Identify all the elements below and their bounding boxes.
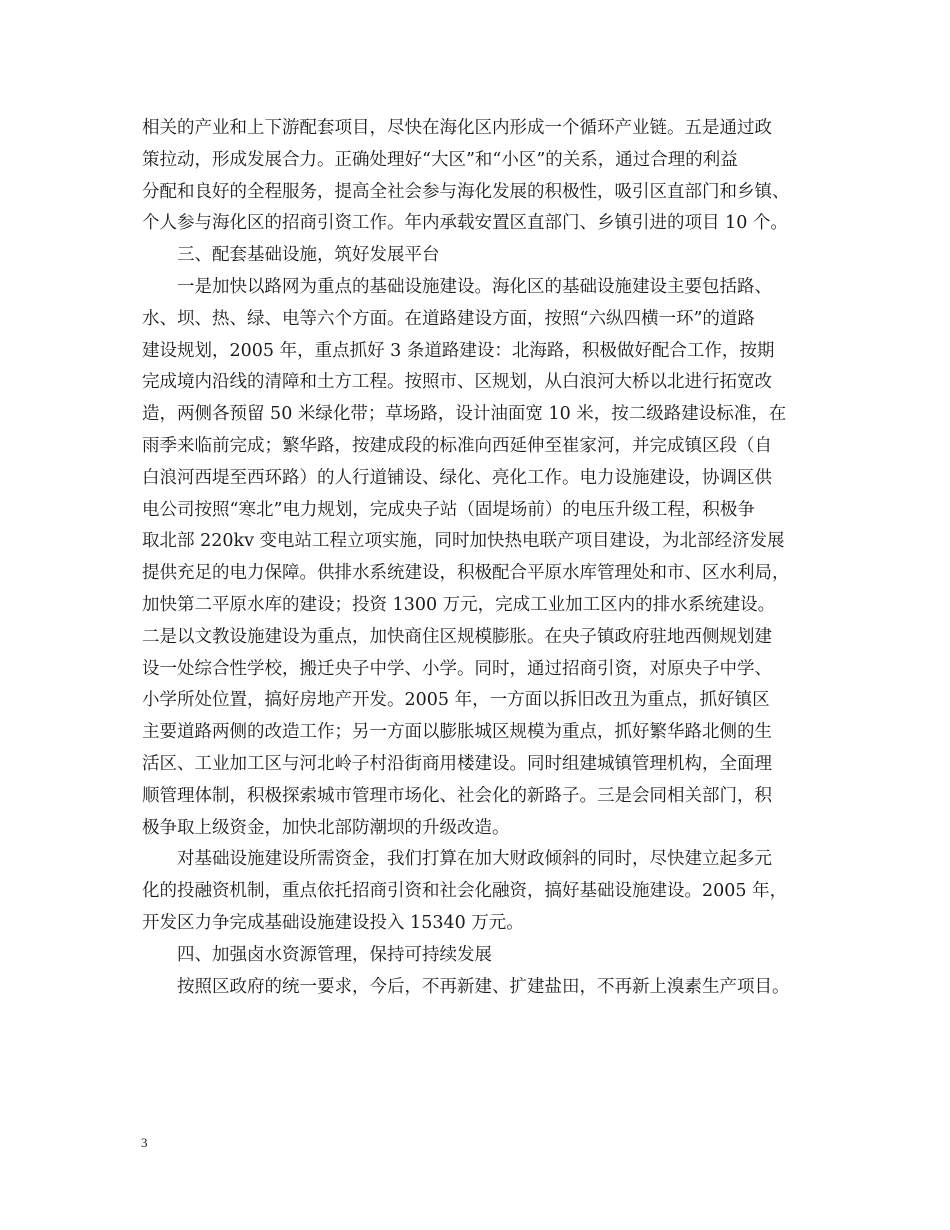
page-number: 3: [141, 1135, 148, 1150]
text-line: 开发区力争完成基础设施建设投入 15340 万元。: [142, 912, 524, 933]
text-line: 三、配套基础设施，筑好发展平台: [177, 245, 440, 266]
text-line: 化的投融资机制，重点依托招商引资和社会化融资，搞好基础设施建设。2005 年，: [142, 881, 788, 902]
text-line: 四、加强卤水资源管理，保持可持续发展: [177, 944, 492, 965]
text-line: 相关的产业和上下游配套项目，尽快在海化区内形成一个循环产业链。五是通过政: [142, 118, 772, 138]
text-line: 二是以文教设施建设为重点，加快商住区规模膨胀。在央子镇政府驻地西侧规划建: [142, 626, 772, 647]
text-line: 水、坝、热、绿、电等六个方面。在道路建设方面，按照“六纵四横一环”的道路: [142, 308, 755, 329]
text-line: 小学所处位置，搞好房地产开发。2005 年，一方面以拆旧改丑为重点，抓好镇区: [142, 690, 770, 711]
text-line: 策拉动，形成发展合力。正确处理好“大区”和“小区”的关系，通过合理的利益: [142, 149, 738, 170]
text-line: 活区、工业加工区与河北岭子村沿街商用楼建设。同时组建城镇管理机构，全面理: [142, 753, 772, 774]
text-line: 完成境内沿线的清障和土方工程。按照市、区规划，从白浪河大桥以北进行拓宽改: [142, 372, 772, 393]
text-line: 取北部 220kv 变电站工程立项实施，同时加快热电联产项目建设，为北部经济发展: [142, 531, 785, 552]
text-line: 分配和良好的全程服务，提高全社会参与海化发展的积极性，吸引区直部门和乡镇、: [142, 181, 790, 202]
text-line: 对基础设施建设所需资金，我们打算在加大财政倾斜的同时，尽快建立起多元: [177, 849, 772, 870]
text-line: 极争取上级资金，加快北部防潮坝的升级改造。: [142, 817, 510, 838]
text-line: 提供充足的电力保障。供排水系统建设，积极配合平原水库管理处和市、区水利局，: [142, 563, 790, 584]
text-line: 雨季来临前完成；繁华路，按建成段的标准向西延伸至崔家河，并完成镇区段（自: [142, 435, 772, 456]
text-line: 一是加快以路网为重点的基础设施建设。海化区的基础设施建设主要包括路、: [177, 276, 772, 297]
text-line: 设一处综合性学校，搬迁央子中学、小学。同时，通过招商引资，对原央子中学、: [142, 658, 772, 679]
text-line: 电公司按照“寒北”电力规划，完成央子站（固堤场前）的电压升级工程，积极争: [142, 499, 755, 520]
text-line: 个人参与海化区的招商引资工作。年内承载安置区直部门、乡镇引进的项目 10 个。: [142, 213, 788, 234]
text-line: 造，两侧各预留 50 米绿化带；草场路，设计油面宽 10 米，按二级路建设标准，在: [142, 404, 787, 425]
text-line: 建设规划，2005 年，重点抓好 3 条道路建设：北海路，积极做好配合工作，按期: [142, 340, 775, 361]
text-line: 白浪河西堤至西环路）的人行道铺设、绿化、亮化工作。电力设施建设，协调区供: [142, 467, 772, 488]
text-line: 加快第二平原水库的建设；投资 1300 万元，完成工业加工区内的排水系统建设。: [142, 594, 776, 615]
text-line: 按照区政府的统一要求，今后，不再新建、扩建盐田，不再新上溴素生产项目。: [177, 976, 790, 997]
text-line: 主要道路两侧的改造工作；另一方面以膨胀城区规模为重点，抓好繁华路北侧的生: [142, 722, 772, 743]
body-text: [142, 113, 822, 1003]
text-line: 顺管理体制，积极探索城市管理市场化、社会化的新路子。三是会同相关部门，积: [142, 785, 772, 806]
